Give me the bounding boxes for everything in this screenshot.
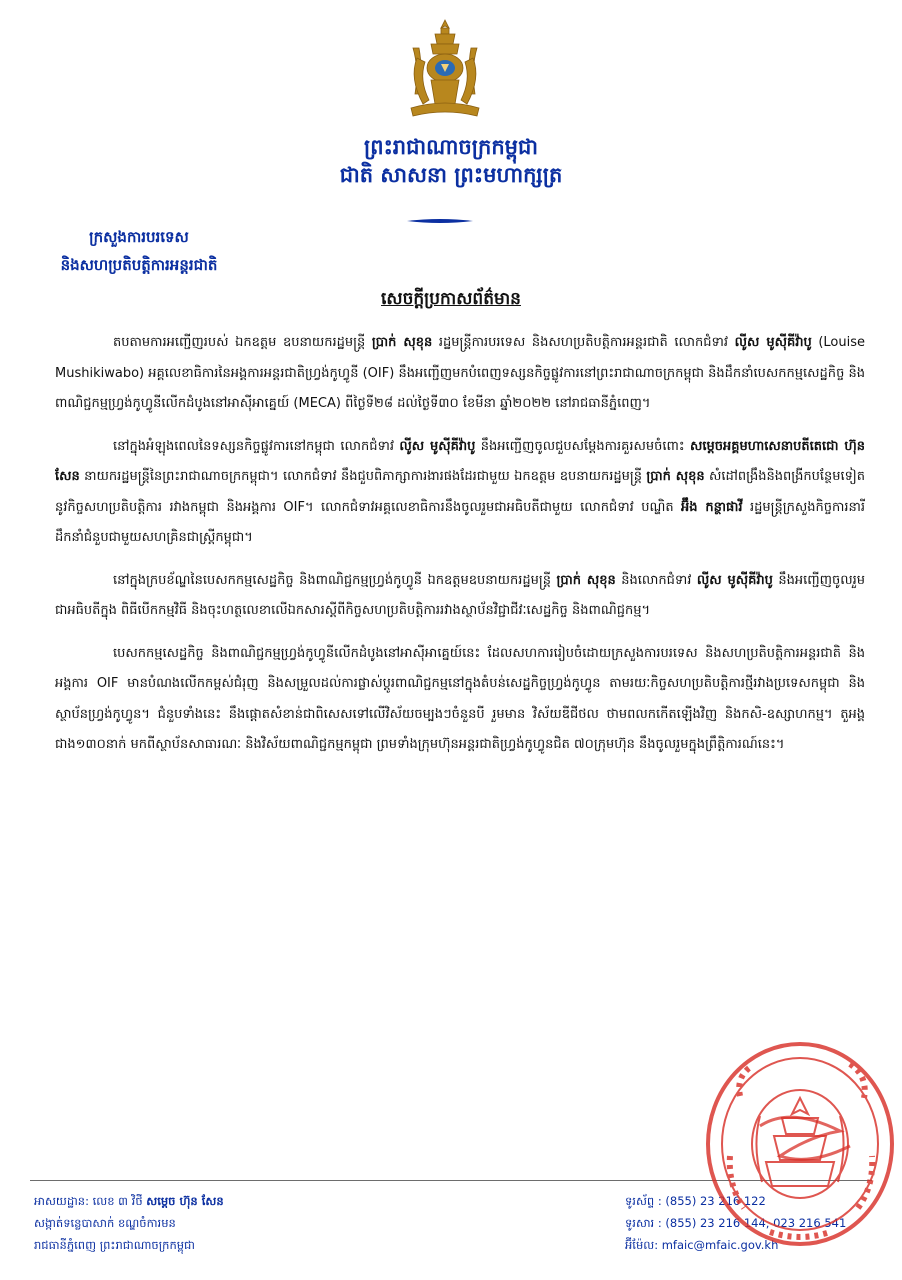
person-name: លូីស មូស៊ីគីវ៉ាបូ bbox=[399, 438, 476, 454]
text-run: (Louise Mushikiwabo) អគ្គលេខាធិការនៃអង្គការអន្តរជាតិហ្វ្រង់កូហ្វូនី (OIF) នឹងអញ្ជើញមកបំពេញទស្សនកិច្ចផ្លូវការនៅព្រះរាជាណាចក្រកម្ពុជា និងដឹកនាំបេសកកម្មសេដ្ឋកិច្ច និងពាណិជ្ជកម្មហ្វ្រង់កូហ្វូនីលើកដំបូងនៅអាស៊ីអាគ្នេយ៍ (MECA) ពីថ្ងៃទី២៨ ដល់ថ្ងៃទី៣០ ខែមីនា ឆ្នាំ២០២២ នៅរាជធានីភ្នំពេញ។ bbox=[55, 335, 865, 411]
person-name: លូីស មូស៊ីគីវ៉ាបូ bbox=[696, 572, 773, 588]
person-name: ប្រាក់ សុខុន bbox=[371, 335, 433, 350]
text-run: តបតាមការអញ្ជើញរបស់ ឯកឧត្តម ឧបនាយករដ្ឋមន្ត្រី bbox=[113, 335, 372, 350]
fax-number: ទូរសារ : (855) 23 216 144, 023 216 541 bbox=[625, 1216, 847, 1230]
document-title: សេចក្តីប្រកាសព័ត៌មាន bbox=[381, 289, 521, 309]
person-name: លូីស មូស៊ីគីវ៉ាបូ bbox=[734, 335, 812, 350]
ornament-divider-icon bbox=[405, 218, 475, 224]
paragraph-2 bbox=[55, 432, 865, 554]
royal-coat-of-arms-icon bbox=[405, 18, 485, 126]
text-run: នាយករដ្ឋមន្ត្រីនៃព្រះរាជាណាចក្រកម្ពុជា។ លោកជំទាវ នឹងជួបពិភាក្សាការងារផងដែរជាមួយ ឯកឧត្តម ឧបនាយករដ្ឋមន្ត្រី bbox=[79, 469, 647, 484]
kingdom-name: ព្រះរាជាណាចក្រកម្ពុជា bbox=[363, 135, 538, 159]
text-run: សំដៅពង្រឹងនិងពង្រីកបន្ថែមទៀតនូវកិច្ចសហប្រតិបត្តិការ រវាងកម្ពុជា និងអង្គការ OIF។ លោកជំទាវអគ្គលេខាធិការនឹងចូលរួមជាអធិបតីជាមួយ លោកជំទាវ បណ្ឌិត bbox=[55, 469, 865, 515]
text-run: រដ្ឋមន្ត្រីការបរទេស និងសហប្រតិបត្តិការអន្តរជាតិ លោកជំទាវ bbox=[432, 335, 735, 350]
footer-address bbox=[34, 1190, 454, 1256]
text-run: និងលោកជំទាវ bbox=[615, 572, 697, 588]
ministry-name: ក្រសួងការបរទេស bbox=[89, 228, 189, 246]
text-run: រដ្ឋមន្ត្រីក្រសួងកិច្ចការនារី ដឹកនាំជំនួបជាមួយសហគ្រិនជាស្ត្រីកម្ពុជា។ bbox=[55, 499, 865, 545]
official-seal-stamp-icon bbox=[700, 1036, 896, 1250]
phone-number: ទូរស័ព្ទ : (855) 23 216 122 bbox=[625, 1194, 766, 1208]
text-run: នឹងអញ្ជើញចូលរួមជាអធិបតីក្នុង ពិធីបើកកម្មវិធី និងចុះហត្ថលេខាលើឯកសារស្តីពីកិច្ចសហប្រតិបត្តិការរវាងស្ថាប័នវិជ្ជាជីវៈសេដ្ឋកិច្ច និងពាណិជ្ជកម្ម។ bbox=[55, 572, 865, 618]
address-line-3: រាជធានីភ្នំពេញ ព្រះរាជាណាចក្រកម្ពុជា bbox=[34, 1238, 195, 1252]
street-name: សម្តេច ហ៊ុន សែន bbox=[146, 1194, 224, 1208]
paragraph-4 bbox=[55, 639, 865, 761]
email-link[interactable]: អ៊ីម៉ែល: mfaic@mfaic.gov.kh bbox=[625, 1238, 779, 1252]
address-line-1 bbox=[34, 1190, 454, 1212]
person-name: ប្រាក់ សុខុន bbox=[556, 572, 616, 588]
paragraph-1 bbox=[55, 328, 865, 420]
person-name: អ៊ឹង កន្ថាផាវី bbox=[681, 499, 743, 515]
person-name: ប្រាក់ សុខុន bbox=[646, 469, 705, 484]
text-run: នៅក្នុងអំឡុងពេលនៃទស្សនកិច្ចផ្លូវការនៅកម្ពុជា លោកជំទាវ bbox=[113, 438, 400, 454]
address-line-2: សង្កាត់ទន្លេបាសាក់ ខណ្ឌចំការមន bbox=[34, 1216, 176, 1230]
text-run: នៅក្នុងក្របខ័ណ្ឌនៃបេសកកម្មសេដ្ឋកិច្ច និងពាណិជ្ជកម្មហ្វ្រង់កូហ្វូនី ឯកឧត្តមឧបនាយករដ្ឋមន្ត្រី bbox=[113, 572, 557, 588]
text-run: បេសកកម្មសេដ្ឋកិច្ច និងពាណិជ្ជកម្មហ្វ្រង់កូហ្វូនីលើកដំបូងនៅអាស៊ីអាគ្នេយ៍នេះ ដែលសហការរៀបចំដោយក្រសួងការបរទេស និងសហប្រតិបត្តិការអន្តរជាតិ និងអង្គការ OIF មានបំណងលើកកម្ពស់ជំរុញ និងសម្រួលដល់ការផ្លាស់ប្តូរពាណិជ្ជកម្មនៅក្នុងតំបន់សេដ្ឋកិច្ចហ្វ្រង់កូហ្វូន តាមរយៈកិច្ចសហប្រតិបត្តិការថ្មីរវាងប្រទេសកម្ពុជា និងស្ថាប័នហ្វ្រង់កូហ្វូន។ ជំនួបទាំងនេះ នឹងផ្តោតសំខាន់ជាពិសេសទៅលើវិស័យចម្បងៗចំនួនបី រួមមាន វិស័យឌីជីថល ថាមពលកកើតឡើងវិញ និងកសិ-ឧស្សាហកម្ម។ តួអង្គជាង១៣០នាក់ មកពីស្ថាប័នសាធារណៈ និងវិស័យពាណិជ្ជកម្មកម្ពុជា ព្រមទាំងក្រុមហ៊ុនអន្តរជាតិហ្វ្រង់កូហ្វូនជិត ៧០ក្រុមហ៊ុន នឹងចូលរួមក្នុងព្រឹត្តិការណ៍នេះ។ bbox=[55, 645, 865, 752]
address-label: អាសយដ្ឋាន: លេខ ៣ វិថី bbox=[34, 1194, 147, 1208]
ministry-name-line2: និងសហប្រតិបត្តិការអន្តរជាតិ bbox=[60, 256, 218, 274]
national-motto: ជាតិ សាសនា ព្រះមហាក្សត្រ bbox=[339, 163, 563, 187]
text-run: នឹងអញ្ជើញចូលជួបសម្តែងការគួរសមចំពោះ bbox=[475, 438, 690, 454]
paragraph-3 bbox=[55, 566, 865, 627]
person-name: សម្តេចអគ្គមហាសេនាបតីតេជោ ហ៊ុន សែន bbox=[55, 438, 865, 484]
